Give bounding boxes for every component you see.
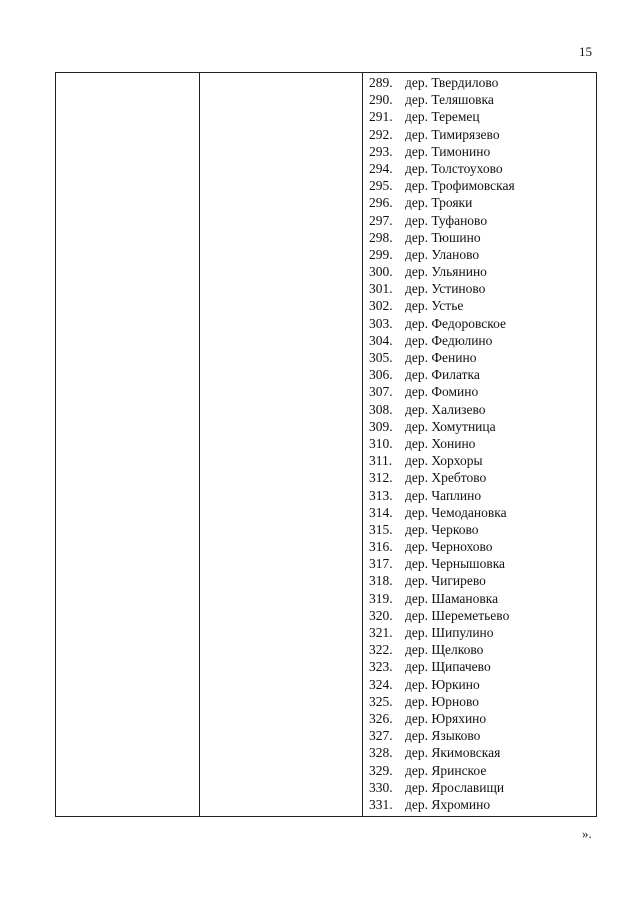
list-item xyxy=(369,143,515,160)
list-item xyxy=(369,744,515,761)
entry-name: дер. Хорхоры xyxy=(405,453,483,469)
list-item xyxy=(369,383,515,400)
list-item xyxy=(369,280,515,297)
column-divider xyxy=(199,73,200,816)
entry-number: 324. xyxy=(369,676,393,692)
entry-number: 289. xyxy=(369,75,393,90)
list-item xyxy=(369,332,515,349)
list-item xyxy=(369,590,515,607)
list-item xyxy=(369,727,515,744)
list-item xyxy=(369,366,515,383)
list-item xyxy=(369,246,515,263)
entry-name: дер. Якимовская xyxy=(405,745,501,761)
entry-number: 312. xyxy=(369,470,393,486)
entry-name: дер. Туфаново xyxy=(405,212,488,228)
list-item xyxy=(369,177,515,194)
entry-number: 308. xyxy=(369,401,393,417)
entry-name: дер. Теляшовка xyxy=(405,92,494,108)
list-item xyxy=(369,641,515,658)
entry-name: дер. Юркино xyxy=(405,676,480,692)
settlement-list xyxy=(369,74,515,813)
list-item xyxy=(369,572,515,589)
list-item xyxy=(369,74,515,91)
entry-number: 302. xyxy=(369,298,393,314)
list-item xyxy=(369,779,515,796)
entry-number: 318. xyxy=(369,573,393,589)
entry-number: 322. xyxy=(369,642,393,658)
entry-number: 321. xyxy=(369,625,393,640)
list-item xyxy=(369,349,515,366)
entry-name: дер. Языково xyxy=(405,728,481,744)
list-item xyxy=(369,676,515,693)
entry-name: дер. Черково xyxy=(405,521,479,537)
list-item xyxy=(369,452,515,469)
entry-name: дер. Щипачево xyxy=(405,659,491,675)
entry-number: 310. xyxy=(369,435,393,451)
list-item xyxy=(369,297,515,314)
entry-name: дер. Юрново xyxy=(405,693,479,709)
list-item xyxy=(369,126,515,143)
list-item xyxy=(369,108,515,125)
list-item xyxy=(369,418,515,435)
list-item xyxy=(369,315,515,332)
page-number: 15 xyxy=(579,44,592,59)
entry-number: 303. xyxy=(369,315,393,331)
entry-name: дер. Федоровское xyxy=(405,315,507,331)
entry-name: дер. Фомино xyxy=(405,384,479,400)
list-item xyxy=(369,160,515,177)
entry-name: дер. Юряхино xyxy=(405,710,487,726)
entry-name: дер. Яринское xyxy=(405,762,487,778)
entry-number: 315. xyxy=(369,521,393,537)
list-item xyxy=(369,624,515,641)
entry-name: дер. Хонино xyxy=(405,435,476,451)
entry-name: дер. Чаплино xyxy=(405,487,482,503)
list-item xyxy=(369,504,515,521)
entry-name: дер. Хребтово xyxy=(405,470,487,486)
list-item xyxy=(369,212,515,229)
closing-mark: ». xyxy=(582,826,592,841)
list-item xyxy=(369,194,515,211)
entry-name: дер. Хализево xyxy=(405,401,486,417)
entry-number: 326. xyxy=(369,710,393,726)
entry-number: 291. xyxy=(369,109,393,125)
entry-number: 329. xyxy=(369,762,393,778)
entry-number: 297. xyxy=(369,212,393,228)
entry-name: дер. Устиново xyxy=(405,281,486,297)
list-item xyxy=(369,401,515,418)
entry-number: 323. xyxy=(369,659,393,675)
entry-number: 295. xyxy=(369,178,393,194)
entry-number: 305. xyxy=(369,350,393,365)
entry-number: 328. xyxy=(369,745,393,761)
entry-number: 290. xyxy=(369,92,393,108)
entry-number: 309. xyxy=(369,418,393,434)
entry-name: дер. Яхромино xyxy=(405,796,491,812)
entry-name: дер. Теремец xyxy=(405,109,480,125)
entry-name: дер. Трояки xyxy=(405,195,473,211)
entry-name: дер. Чемодановка xyxy=(405,504,507,520)
entry-name: дер. Филатка xyxy=(405,367,480,383)
entry-number: 314. xyxy=(369,504,393,520)
entry-name: дер. Тимирязево xyxy=(405,126,500,142)
entry-name: дер. Шамановка xyxy=(405,590,499,606)
entry-number: 301. xyxy=(369,281,393,297)
entry-number: 298. xyxy=(369,229,393,245)
entry-number: 319. xyxy=(369,590,393,606)
entry-name: дер. Устье xyxy=(405,298,464,314)
list-item xyxy=(369,487,515,504)
entry-name: дер. Федюлино xyxy=(405,332,493,348)
list-item xyxy=(369,693,515,710)
entry-number: 331. xyxy=(369,796,393,812)
list-item xyxy=(369,658,515,675)
entry-name: дер. Трофимовская xyxy=(405,178,515,194)
entry-name: дер. Шереметьево xyxy=(405,607,510,623)
list-item xyxy=(369,762,515,779)
entry-name: дер. Чернышовка xyxy=(405,556,506,572)
entry-number: 320. xyxy=(369,607,393,623)
list-item xyxy=(369,555,515,572)
list-item xyxy=(369,229,515,246)
entry-name: дер. Шипулино xyxy=(405,625,494,640)
settlements-table xyxy=(55,72,597,817)
entry-number: 330. xyxy=(369,779,393,795)
list-item xyxy=(369,91,515,108)
entry-number: 316. xyxy=(369,539,393,555)
entry-number: 313. xyxy=(369,487,393,503)
list-item xyxy=(369,521,515,538)
list-item xyxy=(369,469,515,486)
entry-number: 304. xyxy=(369,332,393,348)
entry-number: 293. xyxy=(369,143,393,159)
entry-number: 299. xyxy=(369,246,393,262)
entry-number: 296. xyxy=(369,195,393,211)
entry-number: 307. xyxy=(369,384,393,400)
entry-name: дер. Толстоухово xyxy=(405,160,503,176)
entry-number: 317. xyxy=(369,556,393,572)
entry-name: дер. Тимонино xyxy=(405,143,491,159)
entry-number: 327. xyxy=(369,728,393,744)
entry-number: 300. xyxy=(369,264,393,280)
entry-name: дер. Щелково xyxy=(405,642,484,658)
entry-number: 325. xyxy=(369,693,393,709)
entry-name: дер. Ярославищи xyxy=(405,779,505,795)
entry-number: 311. xyxy=(369,453,393,469)
list-item xyxy=(369,435,515,452)
entry-name: дер. Чигирево xyxy=(405,573,486,589)
entry-name: дер. Фенино xyxy=(405,350,477,365)
entry-name: дер. Тюшино xyxy=(405,229,481,245)
entry-number: 292. xyxy=(369,126,393,142)
column-divider xyxy=(362,73,363,816)
list-item xyxy=(369,607,515,624)
entry-name: дер. Чернохово xyxy=(405,539,493,555)
entry-number: 306. xyxy=(369,367,393,383)
entry-name: дер. Хомутница xyxy=(405,418,496,434)
entry-number: 294. xyxy=(369,160,393,176)
list-item xyxy=(369,796,515,813)
list-item xyxy=(369,263,515,280)
list-item xyxy=(369,538,515,555)
entry-name: дер. Твердилово xyxy=(405,75,499,90)
entry-name: дер. Ульянино xyxy=(405,264,487,280)
list-item xyxy=(369,710,515,727)
entry-name: дер. Уланово xyxy=(405,246,480,262)
